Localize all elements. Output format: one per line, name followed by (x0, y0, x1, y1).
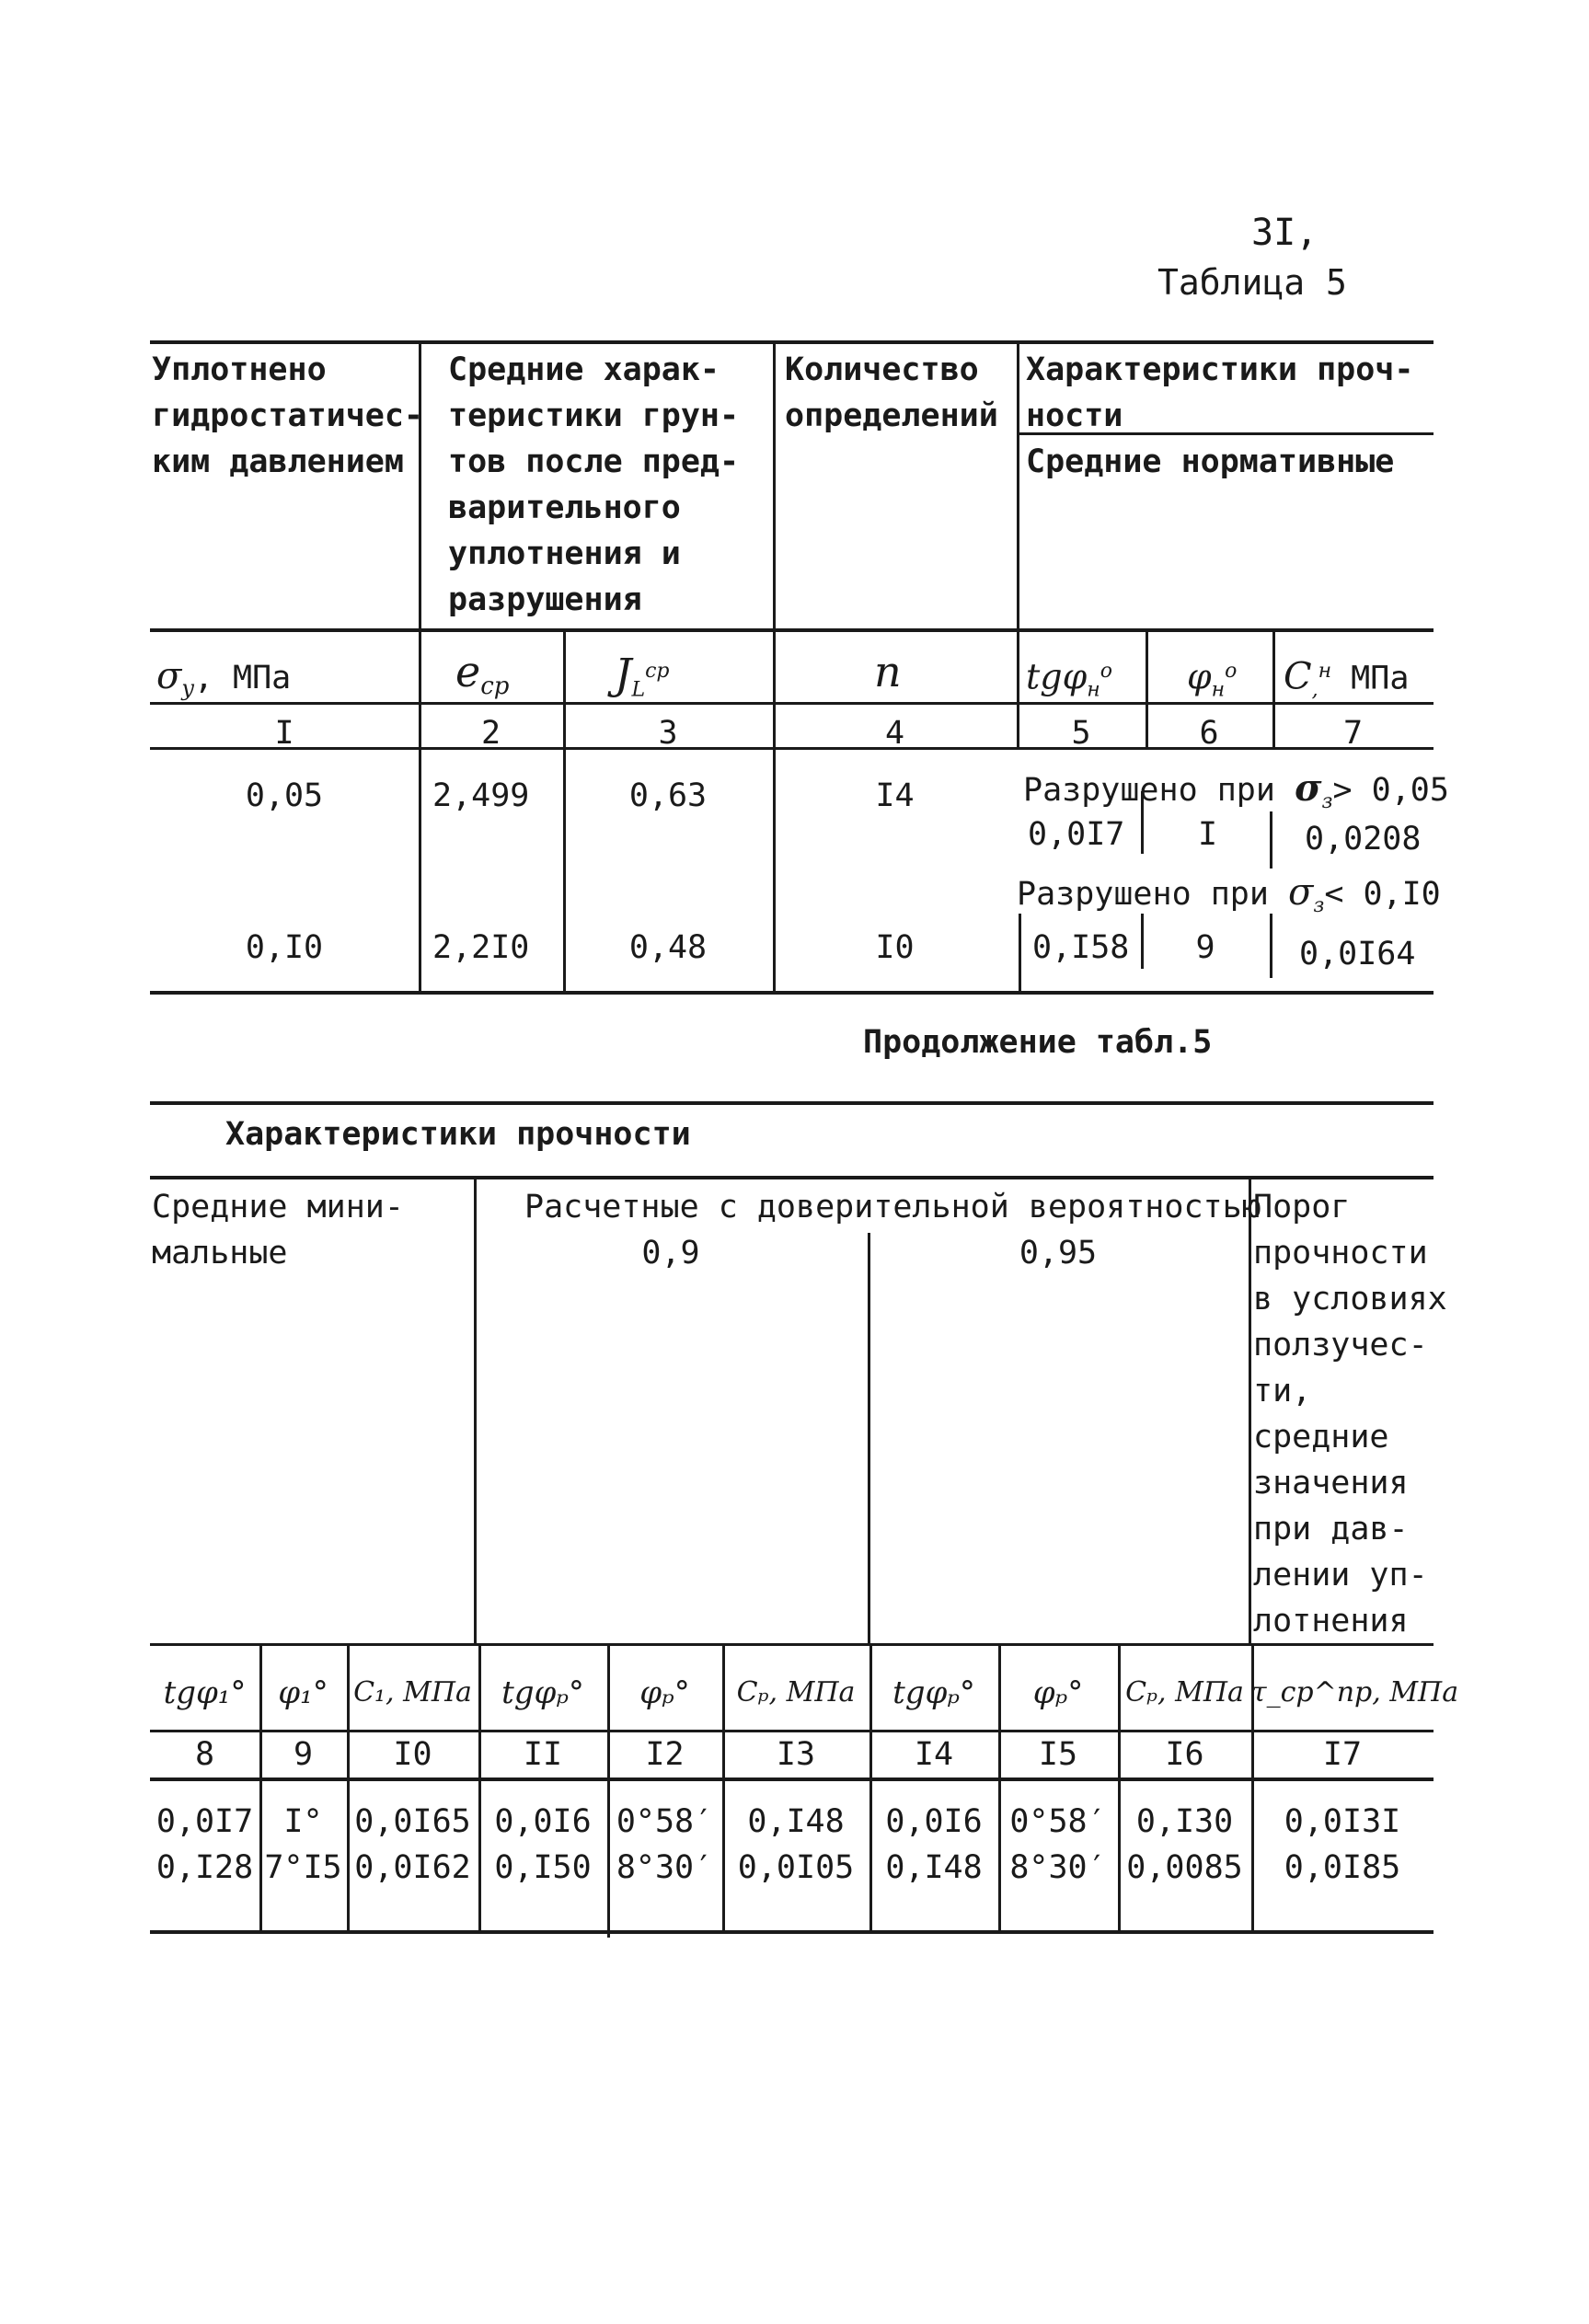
table-title: Таблица 5 (1157, 262, 1347, 303)
symbol-e-cp: $e_{cp}$ (455, 647, 510, 700)
t2-r1-c16: 0,I30 (1135, 1803, 1234, 1840)
t2-col-number-9: 9 (293, 1736, 314, 1773)
creep-line10: лотнения (1253, 1603, 1409, 1639)
row2-sigma: 0,I0 (245, 929, 324, 966)
creep-line2: прочности (1253, 1235, 1428, 1271)
col-number-7: 7 (1342, 715, 1364, 752)
t2-col-number-11: II (523, 1736, 563, 1773)
col-number-3: 3 (658, 715, 678, 752)
t2-col-number-14: I4 (914, 1736, 954, 1773)
t2-col-number-10: I0 (393, 1736, 432, 1773)
sym-tgphi-p-095: tgφₚ° (892, 1674, 975, 1711)
row1-note: Разрушено при $\sigma_з> 0,05$ (1023, 766, 1449, 813)
creep-line7: значения (1253, 1465, 1409, 1501)
group-calc: Расчетные с доверительной вероятностью (524, 1189, 1261, 1225)
t2-r2-c12: 8°30′ (616, 1849, 714, 1886)
row1-tg: 0,0I7 (1028, 816, 1125, 853)
col-number-4: 4 (884, 715, 905, 752)
sym-c-p-09: Cₚ, МПа (736, 1676, 856, 1708)
group-min-line2: мальные (152, 1235, 288, 1271)
row2-e: 2,2I0 (432, 929, 530, 966)
sym-tgphi-p-09: tgφₚ° (501, 1674, 584, 1711)
sym-tau-cp: τ_cp^пр, МПа (1251, 1676, 1459, 1708)
t2-col-number-13: I3 (776, 1736, 816, 1773)
t2-col-number-15: I5 (1038, 1736, 1078, 1773)
sym-tgphi1: tgφ₁° (163, 1674, 247, 1711)
row1-sigma: 0,05 (245, 777, 324, 814)
t2-col-number-12: I2 (645, 1736, 685, 1773)
row1-phi: I (1197, 816, 1218, 853)
header-col4-line2: ности (1026, 397, 1123, 434)
t2-r2-c13: 0,0I05 (737, 1849, 855, 1886)
creep-line5: ти, (1253, 1373, 1312, 1409)
row2-phi: 9 (1195, 929, 1215, 966)
creep-line4: ползучес- (1253, 1327, 1428, 1363)
header-col2-line6: разрушения (448, 581, 642, 618)
header-col2-line3: тов после пред- (448, 443, 740, 480)
t2-r2-c15: 8°30′ (1009, 1849, 1107, 1886)
header-col4-line1: Характеристики проч- (1026, 351, 1414, 388)
sym-phi-p-095: φₚ° (1032, 1674, 1084, 1711)
prob-0-9: 0,9 (641, 1235, 700, 1271)
row1-c: 0,0208 (1305, 821, 1422, 857)
t2-r1-c12: 0°58′ (616, 1803, 714, 1840)
header-col3-line1: Количество (785, 351, 979, 388)
t2-r2-c10: 0,0I62 (354, 1849, 471, 1886)
row2-c: 0,0I64 (1299, 936, 1416, 972)
header-col2-line1: Средние харак- (448, 351, 720, 388)
col-number-5: 5 (1071, 715, 1091, 752)
col-number-6: 6 (1199, 715, 1219, 752)
creep-line3: в условиях (1253, 1281, 1447, 1317)
sym-c-p-095: Cₚ, МПа (1125, 1676, 1244, 1708)
t2-r1-c15: 0°58′ (1009, 1803, 1107, 1840)
t2-r1-c14: 0,0I6 (885, 1803, 983, 1840)
t2-r1-c17: 0,0I3I (1284, 1803, 1401, 1840)
row1-il: 0,63 (628, 777, 708, 814)
header-col3-line2: определений (785, 397, 998, 434)
t2-r2-c11: 0,I50 (494, 1849, 592, 1886)
row2-note: Разрушено при $\sigma_з< 0,I0$ (1017, 871, 1441, 917)
symbol-phi-n: $\varphi_н^o$ (1187, 656, 1238, 702)
t2-r2-c17: 0,0I85 (1284, 1849, 1401, 1886)
row2-il: 0,48 (628, 929, 708, 966)
creep-line1: Порог (1253, 1189, 1351, 1225)
symbol-sigma-y: $\sigma_y$, МПа (156, 655, 292, 701)
header-col2-line5: уплотнения и (448, 535, 681, 572)
header-col4-subheader: Средние нормативные (1026, 443, 1395, 480)
t2-r1-c11: 0,0I6 (494, 1803, 592, 1840)
t2-r2-c14: 0,I48 (885, 1849, 983, 1886)
symbol-c-n: $C_,^н$ МПа (1284, 655, 1410, 702)
t2-col-number-8: 8 (194, 1736, 215, 1773)
t2-r1-c13: 0,I48 (747, 1803, 845, 1840)
symbol-n: n (874, 647, 902, 696)
continuation-label: Продолжение табл.5 (863, 1024, 1213, 1061)
header-col1-line1: Уплотнено (152, 351, 327, 388)
t2-r2-c16: 0,0085 (1126, 1849, 1243, 1886)
t2-col-number-17: I7 (1322, 1736, 1363, 1773)
creep-line8: при дав- (1253, 1511, 1409, 1547)
header-col2-line4: варительного (448, 489, 681, 526)
t2-r1-c9: I° (283, 1803, 323, 1840)
symbol-tgphi-n: tgφ$_н^o$ (1026, 656, 1112, 702)
row1-n: I4 (875, 777, 915, 814)
t2-r2-c8: 0,I28 (155, 1849, 254, 1886)
t2-r1-c8: 0,0I7 (155, 1803, 254, 1840)
row1-e: 2,499 (432, 777, 530, 814)
group-min-line1: Средние мини- (152, 1189, 404, 1225)
t2-r1-c10: 0,0I65 (354, 1803, 471, 1840)
sym-phi-p-09: φₚ° (639, 1674, 690, 1711)
creep-line9: лении уп- (1253, 1557, 1428, 1593)
page-number: 3I, (1251, 212, 1318, 254)
header-col2-line2: теристики грун- (448, 397, 740, 434)
header-col1-line2: гидростатичес- (152, 397, 424, 434)
sym-c1: C₁, МПа (353, 1676, 472, 1708)
header-col1-line3: ким давлением (152, 443, 404, 480)
sym-phi1: φ₁° (278, 1674, 328, 1711)
row2-tg: 0,I58 (1032, 929, 1130, 966)
row2-n: I0 (875, 929, 915, 966)
symbol-il-cp: $J_L^{cp}$ (615, 649, 670, 702)
prob-0-95: 0,95 (1019, 1235, 1098, 1271)
table2-title: Характеристики прочности (225, 1116, 691, 1153)
creep-line6: средние (1253, 1419, 1389, 1455)
t2-r2-c9: 7°I5 (264, 1849, 342, 1886)
col-number-1: I (274, 715, 294, 752)
col-number-2: 2 (480, 715, 501, 752)
t2-col-number-16: I6 (1165, 1736, 1204, 1773)
